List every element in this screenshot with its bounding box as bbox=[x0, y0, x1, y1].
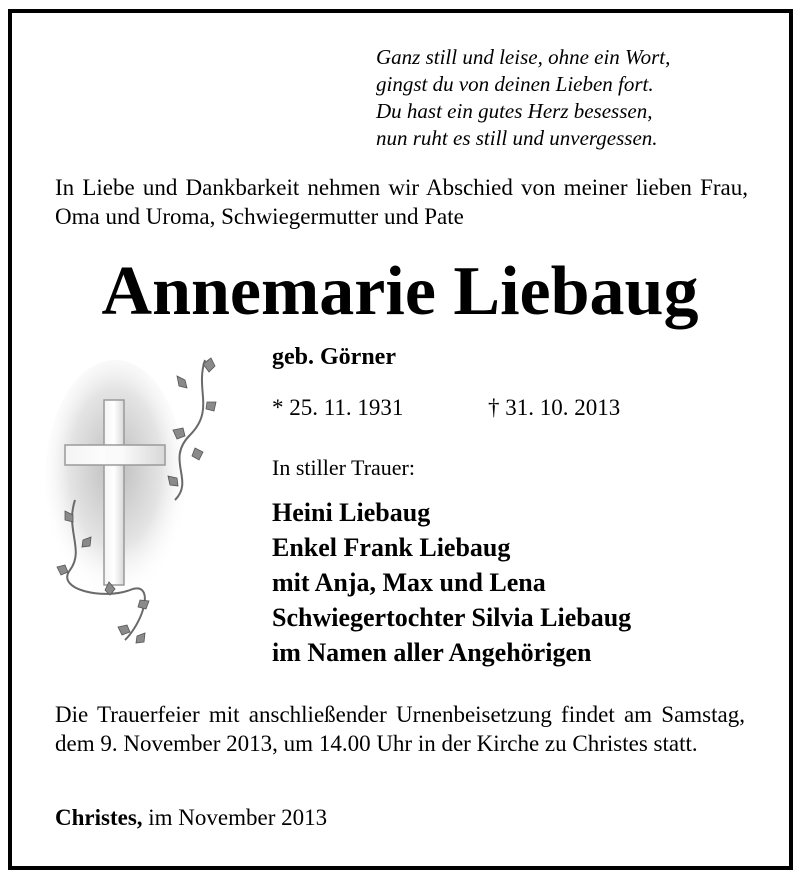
signature-date: im November 2013 bbox=[142, 805, 328, 830]
funeral-service-text: Die Trauerfeier mit anschließender Urnenbeisetzung findet am Samstag, dem 9. November 2013, um 14.00 Uhr in der Kirche zu Christes statt. bbox=[55, 702, 745, 756]
mourner: im Namen aller Angehörigen bbox=[272, 638, 592, 667]
mourner: mit Anja, Max und Lena bbox=[272, 568, 546, 597]
poem bbox=[376, 44, 670, 152]
mourner: Heini Liebaug bbox=[272, 498, 431, 527]
intro-text: In Liebe und Dankbarkeit nehmen wir Abschied von meiner lieben Frau, Oma und Uroma, Schwiegermutter und Pate bbox=[55, 175, 748, 229]
cross-with-ivy-icon bbox=[45, 350, 230, 650]
mourning-label: In stiller Trauer: bbox=[272, 455, 415, 480]
mourner: Enkel Frank Liebaug bbox=[272, 533, 511, 562]
poem-line: gingst du von deinen Lieben fort. bbox=[376, 72, 654, 96]
life-dates bbox=[272, 393, 621, 423]
deceased-name: Annemarie Liebaug bbox=[101, 253, 699, 330]
birth-name: geb. Görner bbox=[272, 344, 396, 370]
poem-line: Du hast ein gutes Herz besessen, bbox=[376, 99, 653, 123]
poem-line: nun ruht es still und unvergessen. bbox=[376, 126, 658, 150]
mourners-list bbox=[272, 495, 631, 670]
poem-line: Ganz still und leise, ohne ein Wort, bbox=[376, 45, 671, 69]
death-date: † 31. 10. 2013 bbox=[488, 395, 621, 420]
signature-line bbox=[55, 803, 327, 832]
signature-place: Christes, bbox=[55, 805, 143, 830]
mourner: Schwiegertochter Silvia Liebaug bbox=[272, 603, 632, 632]
birth-date: * 25. 11. 1931 bbox=[272, 395, 404, 420]
